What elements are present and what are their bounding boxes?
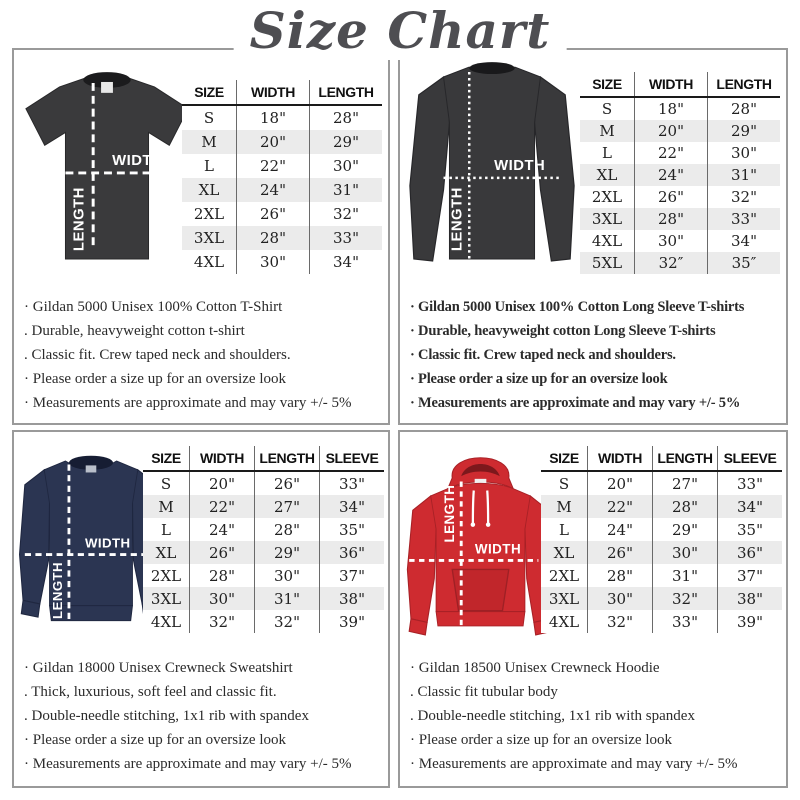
table-cell: 22" [237,154,310,178]
bullet-item: . Thick, luxurious, soft feel and classic fit. [24,684,277,700]
table-cell: 32" [588,610,653,633]
table-cell: 32" [653,587,718,610]
tshirt-neck-tag [101,82,113,93]
bullet-item: . Durable, heavyweight cotton t-shirt [24,323,245,339]
long-sleeve-left-arm [410,77,450,261]
table-cell: 28" [237,226,310,250]
table-cell: 38" [718,587,783,610]
header-row [143,446,384,471]
table-cell: 22" [588,495,653,518]
column-header: LENGTH [310,80,383,105]
table-cell: 39" [718,610,783,633]
table-cell: 32" [708,186,781,208]
column-header: WIDTH [588,446,653,471]
table-cell: XL [198,181,220,199]
panel-sweatshirt [12,430,390,788]
width-label: WIDTH [84,535,131,551]
table-cell: 35" [320,518,385,541]
table-cell: 29" [255,541,320,564]
table-cell: 35" [718,518,783,541]
bullet-item: · Measurements are approximate and may vary +/- 5% [24,395,352,411]
table-cell: S [558,474,570,493]
table-cell: 29" [708,120,781,142]
panel-tshirt [12,48,390,425]
tshirt-image [18,62,196,275]
column-header: SIZE [580,72,635,97]
bullet-item: . Classic fit. Crew taped neck and shoulders. [24,347,291,363]
table-row [541,495,782,518]
table-cell: 24" [635,164,708,186]
sweatshirt-size-table [143,446,384,633]
table-cell: 4XL [193,253,225,271]
table-cell: 29" [310,130,383,154]
width-label: WIDTH [474,541,522,557]
table-row [182,226,382,250]
hoodie-hem-band [436,612,525,626]
bullet-item: · Gildan 18000 Unisex Crewneck Sweatshirt [24,660,293,676]
table-cell: M [556,497,572,516]
table-cell: 33" [718,471,783,495]
table-cell: 26" [635,186,708,208]
table-cell: 3XL [591,210,623,228]
hoodie-image [402,437,559,649]
table-row [143,518,384,541]
table-cell: 18" [635,97,708,120]
table-cell: 31" [708,164,781,186]
column-header: SIZE [182,80,237,105]
table-cell: 30" [635,230,708,252]
table-cell: 30" [588,587,653,610]
table-cell: 2XL [591,188,623,206]
table-row [182,154,382,178]
table-cell: XL [596,166,618,184]
table-cell: 31" [310,178,383,202]
table-row [541,587,782,610]
bullet-item: · Please order a size up for an oversize look [24,371,286,387]
bullet-item: . Double-needle stitching, 1x1 rib with spandex [24,708,309,724]
hoodie-drawstring-tip [471,522,475,526]
tshirt-body [26,78,188,259]
hoodie-drawstring-tip [486,522,490,526]
length-label: LENGTH [71,187,88,252]
column-header: WIDTH [190,446,255,471]
table-cell: 20" [237,130,310,154]
table-cell: 32" [310,202,383,226]
table-cell: L [559,520,569,539]
table-cell: 28" [708,97,781,120]
table-cell: S [203,109,215,127]
table-cell: 34" [708,230,781,252]
table-cell: 3XL [150,589,182,608]
table-cell: 4XL [150,612,182,631]
table-cell: 28" [588,564,653,587]
table-cell: 31" [255,587,320,610]
column-header: LENGTH [653,446,718,471]
width-label: WIDTH [494,157,546,174]
table-cell: 3XL [548,589,580,608]
header-row [580,72,780,97]
table-row [541,518,782,541]
table-cell: 30" [255,564,320,587]
long-sleeve-size-table [580,72,780,274]
table-cell: 28" [310,105,383,130]
table-cell: 33" [708,208,781,230]
table-cell: 27" [653,471,718,495]
table-cell: XL [553,543,575,562]
table-cell: 26" [588,541,653,564]
table-cell: XL [155,543,177,562]
panel-long-sleeve [398,48,788,425]
bullet-item: · Gildan 18500 Unisex Crewneck Hoodie [410,660,660,676]
column-header: SLEEVE [320,446,385,471]
bullet-item: · Classic fit. Crew taped neck and shoulders. [410,347,676,363]
table-cell: 33" [320,471,385,495]
table-row [182,130,382,154]
tshirt-description [24,295,386,415]
table-cell: 28" [255,518,320,541]
header [234,0,567,60]
table-row [143,564,384,587]
width-label: WIDTH [112,153,164,170]
table-cell: 24" [190,518,255,541]
column-header: SIZE [143,446,190,471]
tshirt-size-table [182,80,382,274]
table-cell: 2XL [193,205,225,223]
table-cell: 32″ [635,252,708,274]
panel-hoodie [398,430,788,788]
table-cell: 22" [635,142,708,164]
table-cell: 28" [635,208,708,230]
sweatshirt-neck-tag [86,465,97,472]
table-cell: 34" [310,250,383,274]
hoodie-description [410,656,784,776]
table-cell: 30" [190,587,255,610]
sweatshirt-description [24,656,386,776]
table-cell: 26" [237,202,310,226]
table-row [541,541,782,564]
table-cell: 24" [237,178,310,202]
table-cell: 26" [190,541,255,564]
long-sleeve-description [410,295,784,415]
bullet-item: · Please order a size up for an oversize look [24,732,286,748]
column-header: SIZE [541,446,588,471]
table-row [143,610,384,633]
bullet-item: · Measurements are approximate and may vary +/- 5% [24,756,352,772]
table-cell: 18" [237,105,310,130]
table-row [182,105,382,130]
table-cell: 30" [653,541,718,564]
table-cell: 28" [190,564,255,587]
column-header: SLEEVE [718,446,783,471]
table-row [541,471,782,495]
table-row [580,186,780,208]
bullet-item: · Gildan 5000 Unisex 100% Cotton Long Sleeve T-shirts [410,299,745,315]
table-row [580,164,780,186]
table-cell: 30" [310,154,383,178]
table-cell: 28" [653,495,718,518]
table-row [182,202,382,226]
table-cell: 38" [320,587,385,610]
hoodie-size-table [541,446,782,633]
long-sleeve-collar [469,62,515,74]
table-cell: L [602,144,612,162]
header-row [541,446,782,471]
table-cell: M [201,133,217,151]
length-label: LENGTH [449,187,466,252]
table-row [580,120,780,142]
table-cell: L [204,157,214,175]
column-header: WIDTH [237,80,310,105]
table-cell: 37" [320,564,385,587]
table-row [580,97,780,120]
table-row [143,495,384,518]
table-cell: 4XL [591,232,623,250]
table-cell: M [599,122,615,140]
table-row [143,471,384,495]
table-cell: 36" [718,541,783,564]
table-cell: 5XL [591,254,623,272]
table-cell: 27" [255,495,320,518]
table-cell: 20" [588,471,653,495]
table-row [580,230,780,252]
table-cell: L [161,520,171,539]
bullet-item: · Please order a size up for an oversize look [410,371,668,387]
table-cell: 37" [718,564,783,587]
bullet-item: . Classic fit tubular body [410,684,558,700]
table-row [580,208,780,230]
table-row [580,142,780,164]
table-cell: 26" [255,471,320,495]
table-cell: M [158,497,174,516]
sweatshirt-left-cuff [21,600,40,617]
table-row [182,250,382,274]
table-cell: 32" [255,610,320,633]
table-row [182,178,382,202]
column-header: LENGTH [708,72,781,97]
table-row [143,587,384,610]
table-row [541,610,782,633]
table-cell: 31" [653,564,718,587]
length-label: LENGTH [49,561,65,619]
table-cell: 3XL [193,229,225,247]
table-cell: 35″ [708,252,781,274]
table-cell: 33" [653,610,718,633]
column-header: WIDTH [635,72,708,97]
table-cell: 29" [653,518,718,541]
page-title: Size Chart [249,0,551,60]
table-cell: 34" [320,495,385,518]
table-cell: 22" [190,495,255,518]
table-cell: 30" [237,250,310,274]
length-label: LENGTH [442,484,458,543]
bullet-item: · Please order a size up for an oversize look [410,732,672,748]
bullet-item: · Measurements are approximate and may vary +/- 5% [410,395,741,411]
table-cell: S [601,100,613,118]
table-cell: 32" [190,610,255,633]
table-cell: 2XL [150,566,182,585]
header-row [182,80,382,105]
table-cell: 30" [708,142,781,164]
long-sleeve-image [400,55,584,281]
table-cell: 2XL [548,566,580,585]
sweatshirt-left-arm [20,470,50,604]
bullet-item: · Gildan 5000 Unisex 100% Cotton T-Shirt [24,299,283,315]
table-cell: 4XL [548,612,580,631]
bullet-item: · Durable, heavyweight cotton Long Sleeve T-shirts [410,323,716,339]
table-row [143,541,384,564]
table-cell: 39" [320,610,385,633]
table-cell: 34" [718,495,783,518]
table-cell: 20" [190,471,255,495]
table-cell: S [160,474,172,493]
table-cell: 24" [588,518,653,541]
table-row [580,252,780,274]
table-row [541,564,782,587]
table-cell: 33" [310,226,383,250]
column-header: LENGTH [255,446,320,471]
table-cell: 20" [635,120,708,142]
bullet-item: . Double-needle stitching, 1x1 rib with spandex [410,708,695,724]
table-cell: 36" [320,541,385,564]
bullet-item: · Measurements are approximate and may vary +/- 5% [410,756,738,772]
